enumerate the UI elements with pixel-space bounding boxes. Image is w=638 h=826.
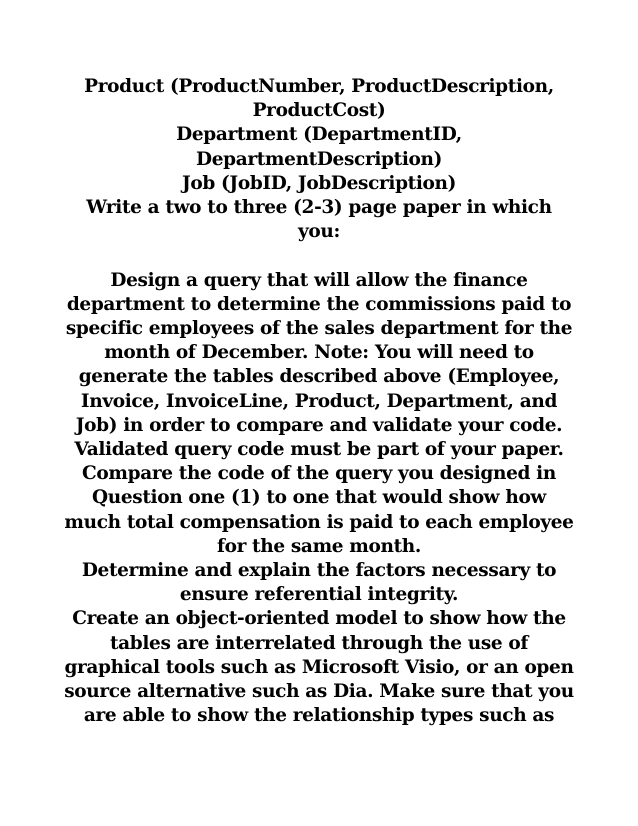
schema-line-product-cont: ProductCost) (252, 100, 386, 122)
body-line: ensure referential integrity. (179, 584, 459, 606)
body-line: Question one (1) to one that would show how (91, 487, 547, 509)
body-line: graphical tools such as Microsoft Visio, or an open (64, 656, 574, 678)
body-line: Create an object-oriented model to show how the (72, 608, 566, 630)
body-line: Determine and explain the factors necessary to (81, 560, 557, 582)
body-line: Job) in order to compare and validate your code. (75, 414, 563, 436)
schema-line-department: Department (DepartmentID, (176, 124, 462, 146)
body-line: Invoice, InvoiceLine, Product, Department, and (80, 390, 558, 412)
body-line: tables are interrelated through the use of (109, 632, 529, 654)
body-line: are able to show the relationship types such as (83, 705, 555, 727)
instruction-line-cont: you: (298, 221, 340, 243)
schema-line-department-cont: DepartmentDescription) (196, 148, 442, 170)
body-line: generate the tables described above (Employee, (78, 366, 560, 388)
schema-line-product: Product (ProductNumber, ProductDescription, (84, 76, 554, 97)
body-line: source alternative such as Dia. Make sure that you (64, 681, 574, 703)
document-text (39, 75, 599, 728)
body-line: specific employees of the sales department for the (65, 318, 573, 340)
body-line: Validated query code must be part of your paper. (74, 439, 564, 461)
instruction-line: Write a two to three (2-3) page paper in which (86, 197, 552, 219)
paragraph-gap (39, 244, 599, 268)
body-line: month of December. Note: You will need to (104, 342, 534, 364)
body-line: much total compensation is paid to each employee (64, 511, 574, 533)
body-line: Compare the code of the query you designed in (82, 463, 556, 485)
body-line: Design a query that will allow the finance (110, 269, 528, 291)
body-line: for the same month. (216, 535, 422, 557)
schema-line-job: Job (JobID, JobDescription) (181, 172, 457, 194)
body-line: department to determine the commissions paid to (66, 293, 572, 315)
